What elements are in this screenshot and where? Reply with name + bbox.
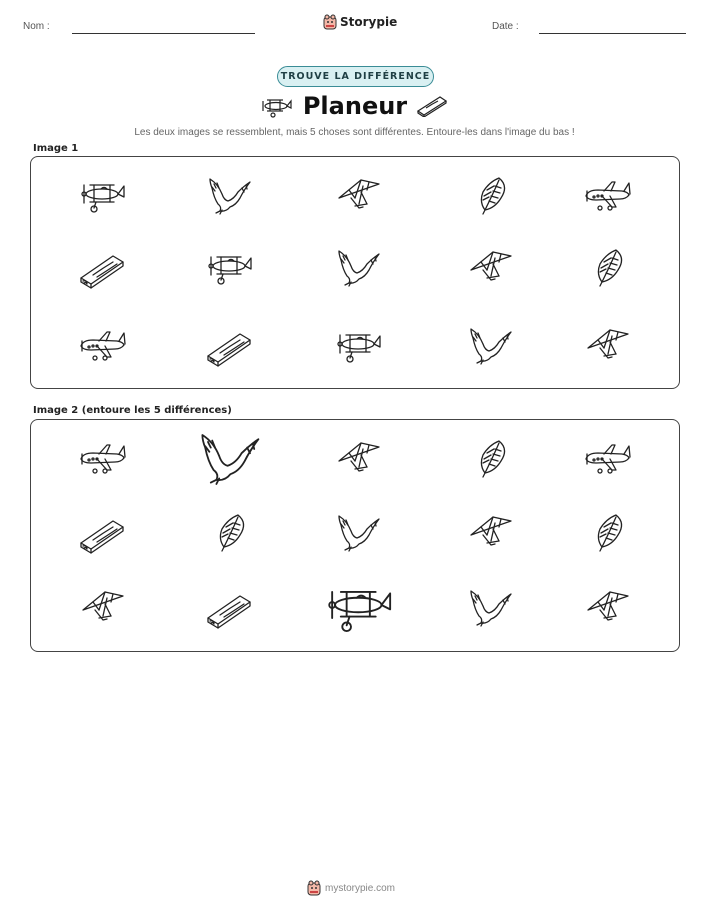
- eagle-icon[interactable]: [333, 511, 383, 555]
- biplane-icon[interactable]: [322, 576, 395, 640]
- footer: [307, 880, 395, 896]
- airplane-icon: [77, 324, 127, 368]
- eagle-icon: [465, 324, 515, 368]
- brand: [323, 14, 397, 30]
- storypie-logo-icon: [307, 880, 321, 896]
- activity-badge: TROUVE LA DIFFÉRENCE: [277, 66, 434, 87]
- feather-icon: [582, 246, 632, 290]
- eagle-icon[interactable]: [465, 586, 515, 630]
- wood-plank-icon: [77, 246, 127, 290]
- eagle-icon: [333, 246, 383, 290]
- airplane-icon[interactable]: [77, 437, 127, 481]
- wood-plank-icon: [416, 93, 448, 117]
- wood-plank-icon: [204, 324, 254, 368]
- hang-glider-icon[interactable]: [465, 511, 515, 555]
- footer-url: mystorypie.com: [325, 882, 396, 894]
- eagle-icon: [204, 174, 254, 218]
- biplane-icon: [259, 94, 293, 118]
- date-label: Date :: [492, 21, 519, 32]
- feather-icon[interactable]: [204, 511, 254, 555]
- hang-glider-icon[interactable]: [582, 586, 632, 630]
- eagle-icon[interactable]: [194, 428, 264, 490]
- biplane-icon: [204, 246, 254, 290]
- brand-name: Storypie: [340, 15, 398, 29]
- feather-icon[interactable]: [582, 511, 632, 555]
- image1-label: Image 1: [33, 143, 79, 154]
- hang-glider-icon: [333, 174, 383, 218]
- feather-icon: [465, 174, 515, 218]
- biplane-icon: [333, 324, 383, 368]
- biplane-icon: [77, 174, 127, 218]
- storypie-logo-icon: [323, 14, 337, 30]
- airplane-icon: [582, 174, 632, 218]
- hang-glider-icon: [465, 246, 515, 290]
- page-title: Planeur: [302, 92, 408, 120]
- wood-plank-icon[interactable]: [77, 511, 127, 555]
- hang-glider-icon[interactable]: [333, 437, 383, 481]
- hang-glider-icon: [582, 324, 632, 368]
- wood-plank-icon[interactable]: [204, 586, 254, 630]
- instructions: Les deux images se ressemblent, mais 5 choses sont différentes. Entoure-les dans l'image du bas !: [134, 127, 575, 138]
- airplane-icon[interactable]: [582, 437, 632, 481]
- name-line[interactable]: [72, 33, 255, 34]
- name-label: Nom :: [23, 21, 50, 32]
- feather-icon[interactable]: [465, 437, 515, 481]
- image2-label: Image 2 (entoure les 5 différences): [33, 405, 232, 416]
- hang-glider-icon[interactable]: [77, 586, 127, 630]
- date-line[interactable]: [539, 33, 686, 34]
